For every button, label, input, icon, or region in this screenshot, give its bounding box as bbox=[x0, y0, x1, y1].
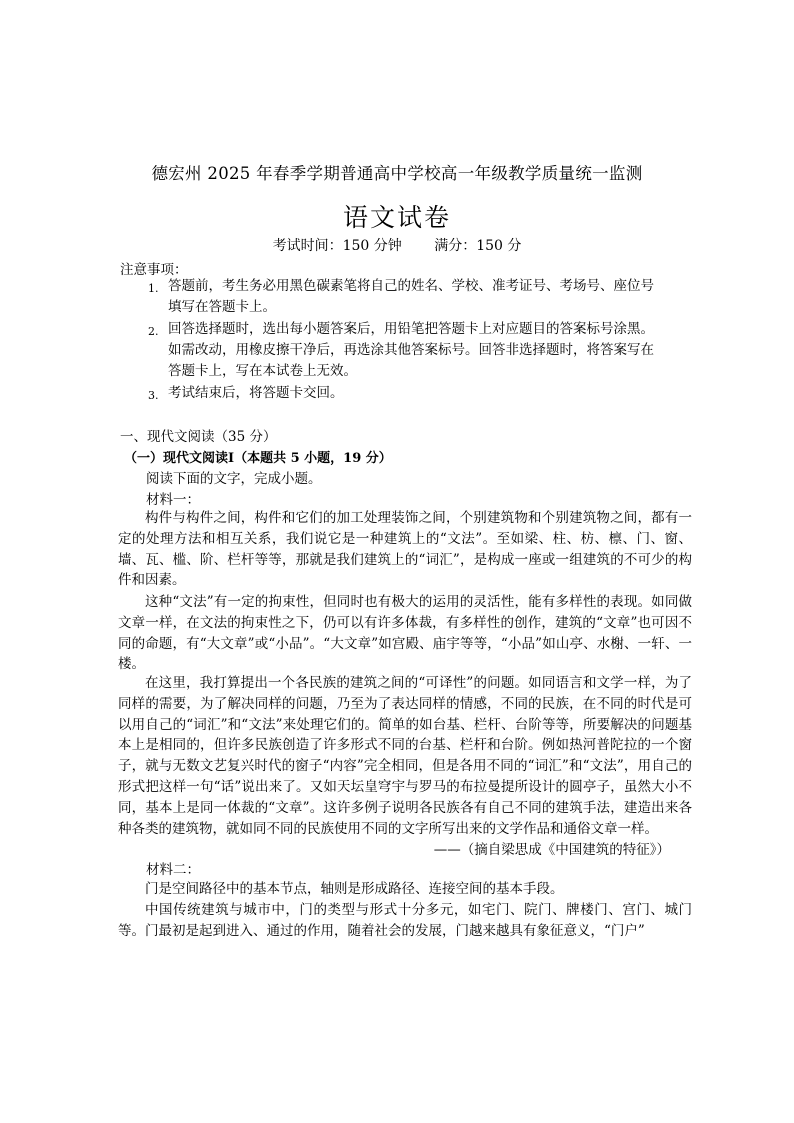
exam-title: 德宏州 2025 年春季学期普通高中学校高一年级教学质量统一监测 bbox=[151, 164, 643, 183]
note-item-2 bbox=[148, 319, 688, 382]
section-heading: 一、现代文阅读（35 分） bbox=[120, 429, 277, 445]
material-1-paragraph-1: 构件与构件之间，构件和它们的加工处理装饰之间，个别建筑物和个别建筑物之间，都有一定的处理方法和相互关系，我们说它是一种建筑上的“文法”。至如梁、柱、枋、檩、门、窗、墙、瓦、槛、阶、栏杆等等，那就是我们建筑上的“词汇”，是构成一座或一组建筑的不可少的构件和因素。 bbox=[118, 510, 692, 589]
note-line: 如需改动，用橡皮擦干净后，再选涂其他答案标号。回答非选择题时，将答案写在 bbox=[168, 342, 654, 358]
note-number: 2. bbox=[148, 325, 159, 338]
note-line: 答题前，考生务必用黑色碳素笔将自己的姓名、学校、准考证号、考场号、座位号 bbox=[168, 278, 654, 294]
note-line: 答题卡上，写在本试卷上无效。 bbox=[168, 363, 357, 379]
subject-title: 语文试卷 bbox=[342, 203, 451, 232]
material-1-label: 材料一： bbox=[146, 492, 200, 508]
reading-instruction: 阅读下面的文字，完成小题。 bbox=[146, 471, 322, 487]
material-2-label: 材料二： bbox=[146, 862, 200, 878]
material-1-paragraph-3: 在这里，我打算提出一个各民族的建筑之间的“可译性”的问题。如同语言和文学一样，为了同样的需要，为了解决同样的问题，乃至为了表达同样的情感，不同的民族，在不同的时代是可以用自己的“词汇”和“文法”来处理它们的。简单的如台基、栏杆、台阶等等，所要解决的问题基本上是相同的，但许多民族创造了许多形式不同的台基、栏杆和台阶。例如热河普陀拉的一个窗子，就与无数文艺复兴时代的窗子“内容”完全相同，但是各用不同的“词汇”和“文法”，用自己的形式把这样一句“话”说出来了。又如天坛皇穹宇与罗马的布拉曼提所设计的圆亭子，虽然大小不同，基本上是同一体裁的“文章”。这许多例子说明各民族各有自己不同的建筑手法，建造出来各种各类的建筑物，就如同不同的民族使用不同的文字所写出来的文学作品和通俗文章一样。 bbox=[118, 675, 692, 837]
note-line: 回答选择题时，选出每小题答案后，用铅笔把答题卡上对应题目的答案标号涂黑。 bbox=[168, 321, 654, 337]
material-1-source: ——（摘自梁思成《中国建筑的特征》） bbox=[433, 842, 670, 858]
note-number: 1. bbox=[148, 282, 159, 295]
note-item-1 bbox=[148, 276, 688, 318]
material-1-paragraph-2: 这种“文法”有一定的拘束性，但同时也有极大的运用的灵活性，能有多样性的表现。如同做文章一样，在文法的拘束性之下，仍可以有许多体裁，有多样性的创作，建筑的“文章”也可因不同的命题，有“大文章”或“小品”。“大文章”如宫殿、庙宇等等，“小品”如山亭、水榭、一轩、一楼。 bbox=[118, 594, 692, 673]
exam-time: 考试时间：150 分钟 bbox=[272, 238, 402, 254]
full-score: 满分：150 分 bbox=[434, 238, 522, 254]
note-number: 3. bbox=[148, 389, 159, 402]
material-2-paragraph-1: 门是空间路径中的基本节点，轴则是形成路径、连接空间的基本手段。 bbox=[145, 881, 564, 897]
note-line: 填写在答题卡上。 bbox=[168, 299, 276, 315]
notes-title: 注意事项： bbox=[120, 262, 188, 278]
note-item-3 bbox=[148, 383, 688, 404]
exam-info bbox=[0, 235, 794, 255]
note-line: 考试结束后，将答题卡交回。 bbox=[168, 385, 344, 401]
subsection-heading: （一）现代文阅读Ⅰ（本题共 5 小题，19 分） bbox=[124, 451, 392, 466]
material-2-paragraph-2: 中国传统建筑与城市中，门的类型与形式十分多元，如宅门、院门、牌楼门、宫门、城门等。门最初是起到进入、通过的作用，随着社会的发展，门越来越具有象征意义，“门户” bbox=[118, 902, 692, 939]
